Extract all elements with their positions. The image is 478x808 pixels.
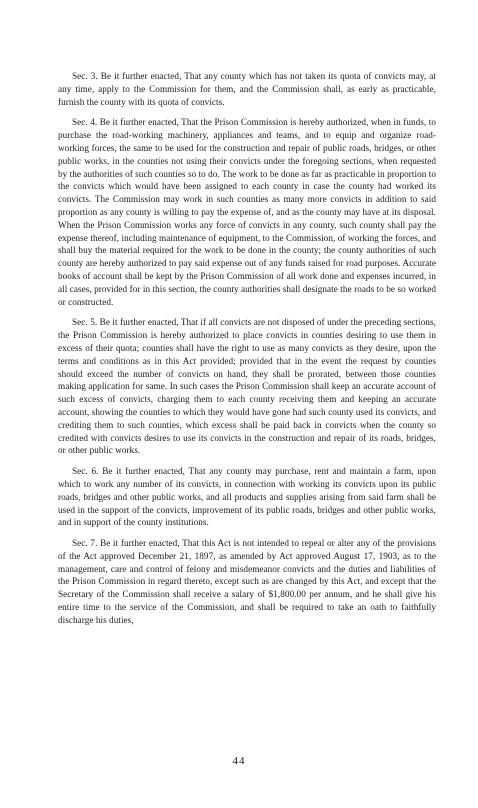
section-7-paragraph: Sec. 7. Be it further enacted, That this Act is not intended to repeal or alter any of the provisions of the Act approved December 21, 1897, as amended by Act approved August 17, 1903, as to the management, care and control of felony and misdemeanor convicts and the duties and liabilities of the Prison Commission in regard thereto, except such as are changed by this Act, and except that the Secretary of the Commission shall receive a salary of $1,800.00 per annum, and he shall give his entire time to the service of the Commission, and shall be required to take an oath to faithfully discharge his duties, [58,538,436,625]
section-6-paragraph: Sec. 6. Be it further enacted, That any county may purchase, rent and maintain a farm, upon which to work any number of its convicts, in connection with working its convicts upon its public roads, bridges and other public works, and all products and supplies arising from said farm shall be used in the support of the convicts, improvement of its public roads, bridges and other public works, and in support of the county institutions. [58,466,436,528]
section-4-paragraph: Sec. 4. Be it further enacted, That the Prison Commission is hereby authorized, when in funds, to purchase the road-working machinery, appliances and teams, and to equip and organize road-working forces, the same to be used for the construction and repair of public roads, bridges, or other public works, in the counties not using their convicts under the foregoing sections, when requested by the authorities of such counties so to do. The work to be done as far as practicable in proportion to the convicts which would have been assigned to each county in case the county had worked its convicts. The Commission may work in such counties as many more convicts in addition to said proportion as any county is willing to pay the expense of, and as the county may have at its disposal. When the Prison Commission works any force of convicts in any county, such county shall pay the expense thereof, including maintenance of equipment, to the Commission, of working the forces, and shall buy the material required for the work to be done in the county; the county authorities of such county are hereby authorized to pay said expense out of any funds raised for road purposes. Accurate books of account shall be kept by the Prison Commission of all work done and expenses incurred, in all cases, provided for in this section, the county authorities shall designate the roads to be so worked or constructed. [58,117,436,307]
section-5-paragraph: Sec. 5. Be it further enacted, That if all convicts are not disposed of under the preceding sections, the Prison Commission is hereby authorized to place convicts in counties desiring to use them in excess of their quota; counties shall have the right to use as many convicts as they desire, upon the terms and conditions as in this Act provided; provided that in the event the request by counties should exceed the number of convicts on hand, they shall be prorated, between those counties making application for same. In such cases the Prison Commission shall keep an accurate account of such excess of convicts, charging them to each county receiving them and keeping an accurate account, showing the counties to which they would have gone had such county used its convicts, and crediting them to such counties, which excess shall be paid back in convicts when the county so credited with convicts desires to use its convicts in the construction and repair of its roads, bridges, or other public works. [58,317,436,456]
section-3-paragraph: Sec. 3. Be it further enacted, That any county which has not taken its quota of convicts may, at any time, apply to the Commission for them, and the Commission shall, as early as practicable, furnish the county with its quota of convicts. [58,71,436,107]
page-number: 44 [232,755,246,767]
